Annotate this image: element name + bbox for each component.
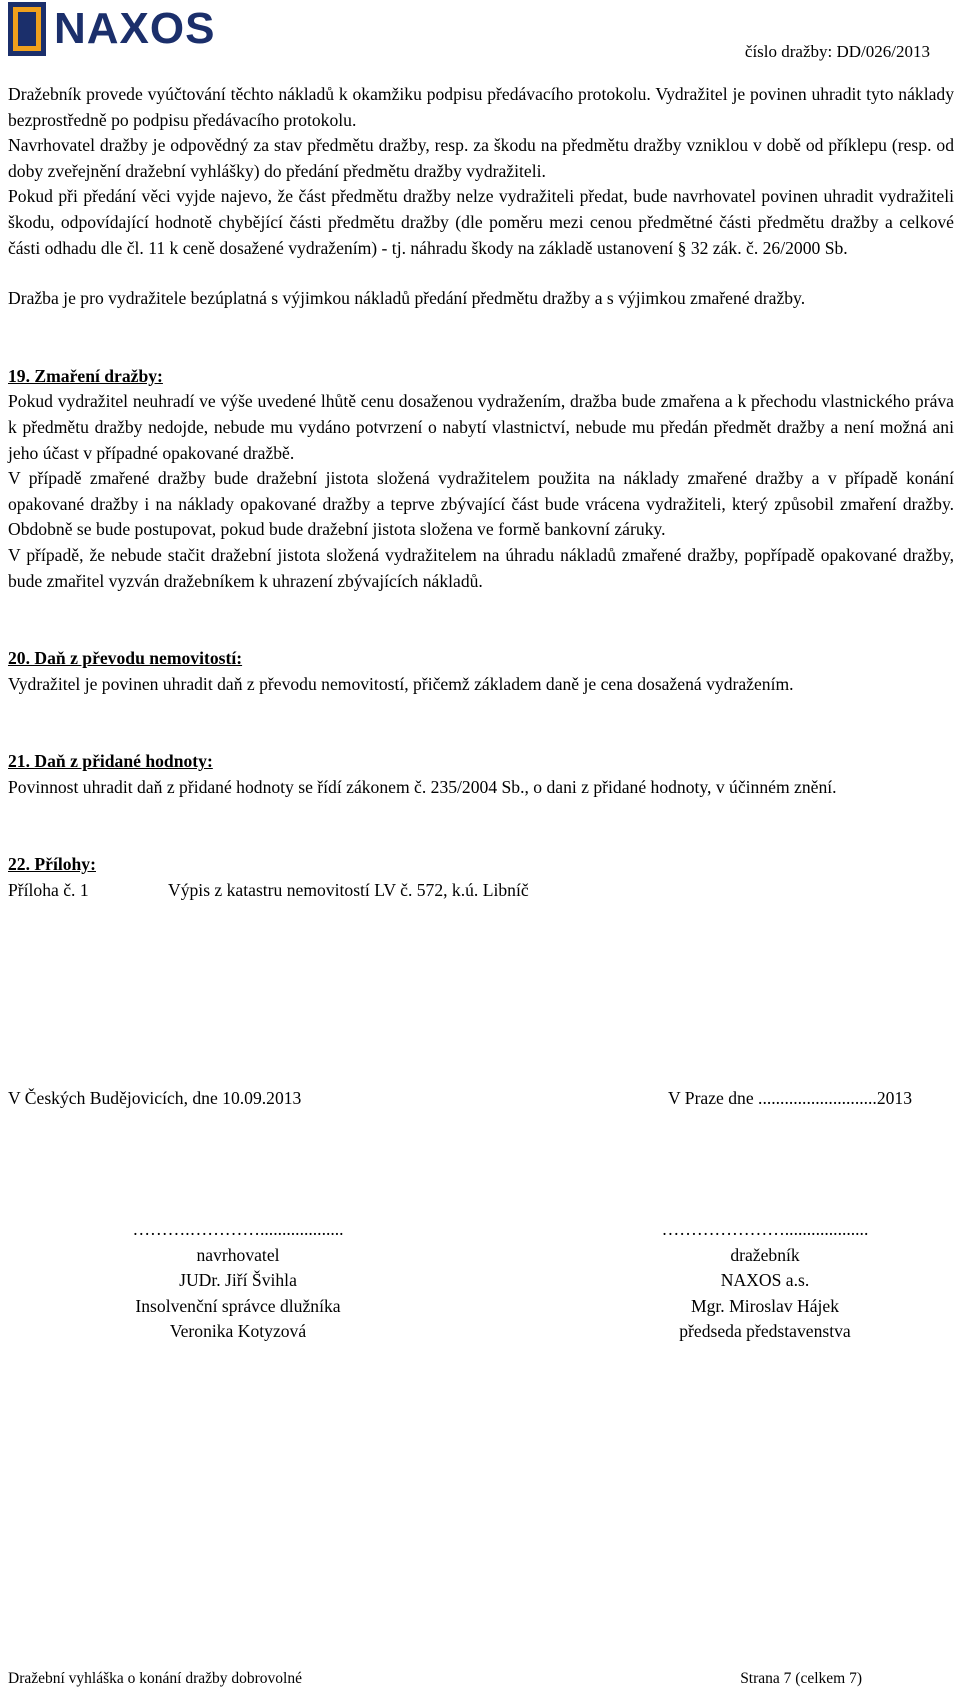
paragraph-liability: Navrhovatel dražby je odpovědný za stav předmětu dražby, resp. za škodu na předmětu dražby vzniklou v době od příklepu (resp. od doby zveřejnění dražební vyhlášky) do předání předmětu dražby vydražiteli. <box>8 135 954 181</box>
signature-name: NAXOS a.s. <box>720 1270 810 1291</box>
signature-title: Mgr. Miroslav Hájek <box>690 1295 840 1316</box>
signature-name: JUDr. Jiří Švihla <box>179 1270 297 1291</box>
document-body <box>8 82 954 904</box>
section-22-heading: 22. Přílohy: <box>8 854 96 875</box>
attachment-text: Výpis z katastru nemovitostí LV č. 572, k.ú. Libníč <box>168 880 529 901</box>
logo-text: NAXOS <box>54 4 216 53</box>
paragraph-billing: Dražebník provede vyúčtování těchto nákladů k okamžiku podpisu předávacího protokolu. Vydražitel je povinen uhradit tyto náklady bezprostředně po podpisu předávacího protokolu. <box>8 84 954 130</box>
paragraph-free-of-charge: Dražba je pro vydražitele bezúplatná s výjimkou nákladů předání předmětu dražby a s výjimkou zmařené dražby. <box>8 288 806 309</box>
signature-block-auctioneer <box>600 1217 930 1345</box>
naxos-logo-mark-icon <box>8 2 46 56</box>
section-19-paragraph-3: V případě, že nebude stačit dražební jistota složená vydražitelem na úhradu nákladů zmařené dražby, popřípadě opakované dražby, bude zmařitel vyzván dražebníkem k uhrazení zbývajících nákladů. <box>8 544 954 591</box>
section-20-heading: 20. Daň z převodu nemovitostí: <box>8 648 243 669</box>
place-date-left: V Českých Budějovicích, dne 10.09.2013 <box>8 1088 302 1108</box>
case-number: číslo dražby: DD/026/2013 <box>744 42 930 61</box>
section-20-paragraph: Vydražitel je povinen uhradit daň z převodu nemovitostí, přičemž základem daně je cena dosažená vydražením. <box>8 673 794 694</box>
section-21-heading: 21. Daň z přidané hodnoty: <box>8 751 213 772</box>
footer-title: Dražební vyhláška o konání dražby dobrovolné <box>8 1670 302 1687</box>
place-date-right: V Praze dne ...........................2013 <box>668 1088 913 1108</box>
attachment-row <box>8 878 954 904</box>
attachment-label: Příloha č. 1 <box>8 880 89 901</box>
signature-role: navrhovatel <box>196 1244 280 1265</box>
paragraph-damages: Pokud při předání věci vyjde najevo, že část předmětu dražby nelze vydražiteli předat, bude navrhovatel povinen uhradit vydražiteli škodu, odpovídající hodnotě chybějící části předmětu dražby (dle poměru mezi cenou předmětné části předmětu dražby a celkové části odhadu dle čl. 11 k ceně dosažené vydražením) - tj. náhradu škody na základě ustanovení § 32 zák. č. 26/2000 Sb. <box>8 186 954 258</box>
signature-line: …………………................... <box>661 1219 869 1239</box>
section-19-paragraph-2: V případě zmařené dražby bude dražební jistota složená vydražitelem použita na náklady zmařené dražby a v případě konání opakované dražby i na náklady opakované dražby a teprve zbývající část bude vrácena vydražiteli, který způsobil zmaření dražby. Obdobně se bude postupovat, pokud bude dražební jistota složena ve formě bankovní záruky. <box>8 468 954 540</box>
signature-party: Veronika Kotyzová <box>169 1321 307 1342</box>
section-21-paragraph: Povinnost uhradit daň z přidané hodnoty se řídí zákonem č. 235/2004 Sb., o dani z přidané hodnoty, v účinném znění. <box>8 776 837 797</box>
signature-block-proposer <box>73 1217 403 1345</box>
signature-title: Insolvenční správce dlužníka <box>135 1295 341 1316</box>
signature-role: dražebník <box>730 1244 800 1265</box>
signature-party: předseda představenstva <box>679 1321 851 1342</box>
section-19-paragraph-1: Pokud vydražitel neuhradí ve výše uvedené lhůtě cenu dosaženou vydražením, dražba bude zmařena a k přechodu vlastnického práva k předmětu dražby nedojde, nebude mu vydáno potvrzení o nabytí vlastnictví, nebude mu předán předmět dražby a není možná ani jeho účast v případné opakované dražbě. <box>8 391 954 463</box>
naxos-logo <box>8 2 215 56</box>
signature-line: ……….…………................... <box>132 1219 344 1239</box>
footer-page-number: Strana 7 (celkem 7) <box>740 1670 862 1687</box>
section-19-heading: 19. Zmaření dražby: <box>8 365 163 386</box>
